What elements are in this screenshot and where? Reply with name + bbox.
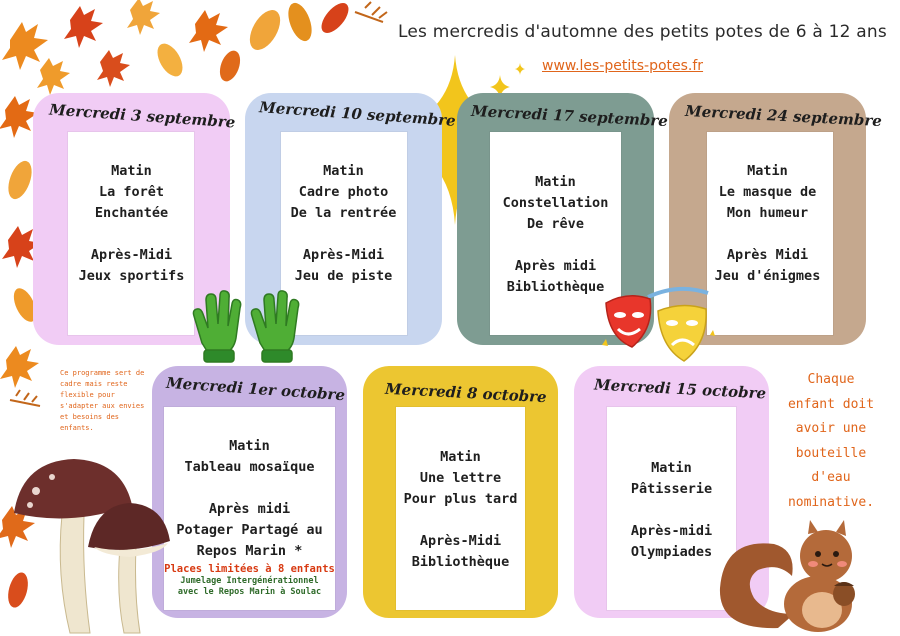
morning-activity-line: Tableau mosaïque [184,459,315,475]
note-line: nominative. [787,494,875,510]
afternoon-label: Après Midi [726,247,809,263]
squirrel-icon [718,518,883,634]
afternoon-activity-line: Jeu de piste [294,268,393,284]
morning-label: Matin [111,163,152,179]
morning-activity-line: Mon humeur [726,205,809,221]
partnership-note: avec le Repos Marin à Soulac [177,587,322,597]
afternoon-activity-line: Bibliothèque [411,554,510,570]
partnership-note: Jumelage Intergénérationnel [180,576,319,586]
card-date: Mercredi 10 septembre [258,98,457,130]
card-date: Mercredi 15 octobre [593,375,767,403]
morning-activity-line: Cadre photo [298,184,389,200]
morning-activity-line: Pour plus tard [403,491,518,507]
afternoon-label: Après-Midi [90,247,173,263]
afternoon-activity-line: Jeux sportifs [78,268,185,284]
morning-activity-line: De rêve [527,216,584,232]
card-8-octobre [363,366,558,618]
afternoon-label: Après-Midi [419,533,502,549]
morning-activity-line: De la rentrée [290,205,397,221]
afternoon-activity-line: Potager Partagé au [176,522,323,538]
afternoon-activity-line: Olympiades [630,544,713,560]
morning-label: Matin [323,163,364,179]
card-date: Mercredi 17 septembre [470,101,669,131]
morning-activity-line: Enchantée [94,205,169,221]
afternoon-label: Après midi [514,258,597,274]
afternoon-activity-line: Bibliothèque [506,279,605,295]
morning-activity-line: La forêt [98,184,165,200]
morning-label: Matin [535,174,576,190]
theater-masks-icon [598,285,718,367]
afternoon-activity-line: Jeu d'énigmes [714,268,821,284]
website-link[interactable]: www.les-petits-potes.fr [542,58,704,74]
morning-activity-line: Une lettre [419,470,502,486]
morning-label: Matin [747,163,788,179]
afternoon-label: Après midi [208,501,291,517]
morning-activity-line: Le masque de [718,184,817,200]
morning-activity-line: Pâtisserie [630,481,713,497]
gardening-gloves-icon [188,288,313,368]
limited-places-notice: Places limitées à 8 enfants [164,563,335,575]
note-line: Chaque [807,372,855,387]
maple-leaf-icon [2,0,387,95]
note-line: bouteille [795,445,867,461]
morning-activity-line: Constellation [502,195,609,211]
card-date: Mercredi 8 octobre [384,379,548,407]
page-title: Les mercredis d'automne des petits potes de 6 à 12 ans [398,22,887,42]
mushrooms-icon [12,455,177,635]
card-1er-octobre [152,366,347,618]
note-line: avoir une [795,421,867,436]
afternoon-label: Après-midi [630,523,713,539]
afternoon-activity-line: Repos Marin * [196,543,303,559]
morning-label: Matin [229,438,270,454]
note-line: d'eau [811,470,851,485]
morning-label: Matin [440,449,481,465]
afternoon-label: Après-Midi [302,247,385,263]
water-bottle-note [776,368,886,515]
note-line: enfant doit [787,396,875,412]
program-flexibility-note: Ce programme sert de cadre mais reste flexible pour s'adapter aux envies et besoins des enfants. [60,369,145,432]
card-date: Mercredi 3 septembre [48,100,236,132]
card-date: Mercredi 1er octobre [165,373,346,405]
morning-label: Matin [651,460,692,476]
card-date: Mercredi 24 septembre [684,101,883,131]
